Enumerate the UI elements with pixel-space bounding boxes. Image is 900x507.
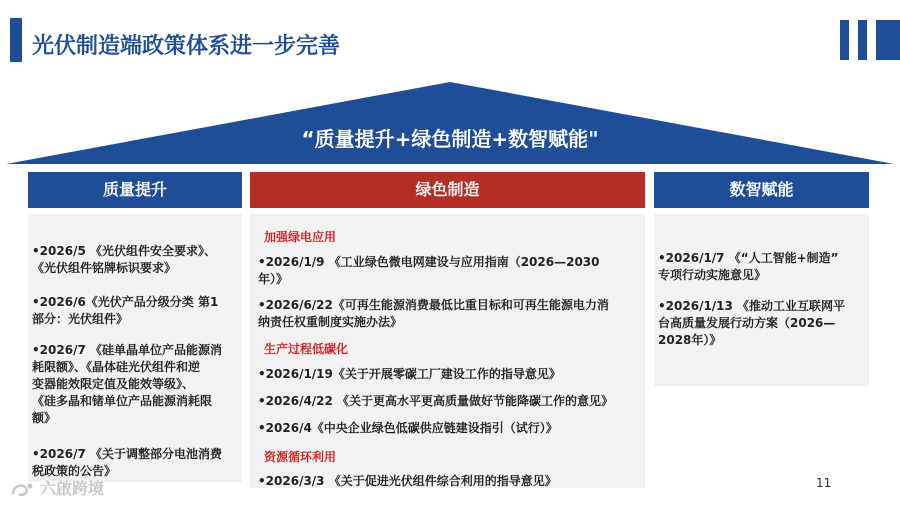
page-number: 11 [816, 476, 832, 490]
quality-item-2: •2026/6《光伏产品分级分类 第1 部分：光伏组件》 [32, 295, 219, 326]
section-label-green-power: 加强绿电应用 [264, 230, 337, 244]
low-carbon-item-3: •2026/4《中央企业绿色低碳供应链建设指引（试行）》 [258, 421, 558, 435]
section-label-recycling: 资源循环利用 [264, 450, 337, 464]
green-power-item-2: •2026/6/22《可再生能源消费最低比重目标和可再生能源电力消 纳责任权重制度实施办法》 [258, 298, 609, 329]
column-header-green: 绿色制造 [250, 172, 645, 208]
column-header-digital: 数智赋能 [654, 172, 869, 208]
quality-item-1: •2026/5 《光伏组件安全要求》、 《光伏组件铭牌标识要求》 [32, 244, 216, 275]
low-carbon-item-2: •2026/4/22 《关于更高水平更高质量做好节能降碳工作的意见》 [258, 394, 614, 408]
recycling-item-1: •2026/3/3 《关于促进光伏组件综合利用的指导意见》 [258, 474, 557, 488]
quality-item-4: •2026/7 《关于调整部分电池消费 税政策的公告》 [32, 447, 222, 478]
section-label-low-carbon: 生产过程低碳化 [264, 342, 349, 356]
quality-item-3: •2026/7 《硅单晶单位产品能源消 耗限额》、《晶体硅光伏组件和逆 变器能效限定值及能效等级》、 《硅多晶和锗单位产品能源消耗限 额》 [32, 343, 222, 425]
theme-slogan: “质量提升+绿色制造+数智赋能" [301, 127, 599, 151]
digital-item-2: •2026/1/13 《推动工业互联网平 台高质量发展行动方案（2026— 2028年）》 [658, 299, 846, 347]
watermark-logo-icon [10, 480, 36, 500]
digital-item-1: •2026/1/7 《“人工智能+制造” 专项行动实施意见》 [658, 251, 839, 282]
column-header-quality: 质量提升 [28, 172, 242, 208]
page-title: 光伏制造端政策体系进一步完善 [32, 34, 341, 59]
watermark: 六啟跨境 [10, 476, 104, 500]
low-carbon-item-1: •2026/1/19《关于开展零碳工厂建设工作的指导意见》 [258, 367, 561, 381]
green-power-item-1: •2026/1/9 《工业绿色微电网建设与应用指南（2026—2030 年）》 [258, 255, 600, 286]
